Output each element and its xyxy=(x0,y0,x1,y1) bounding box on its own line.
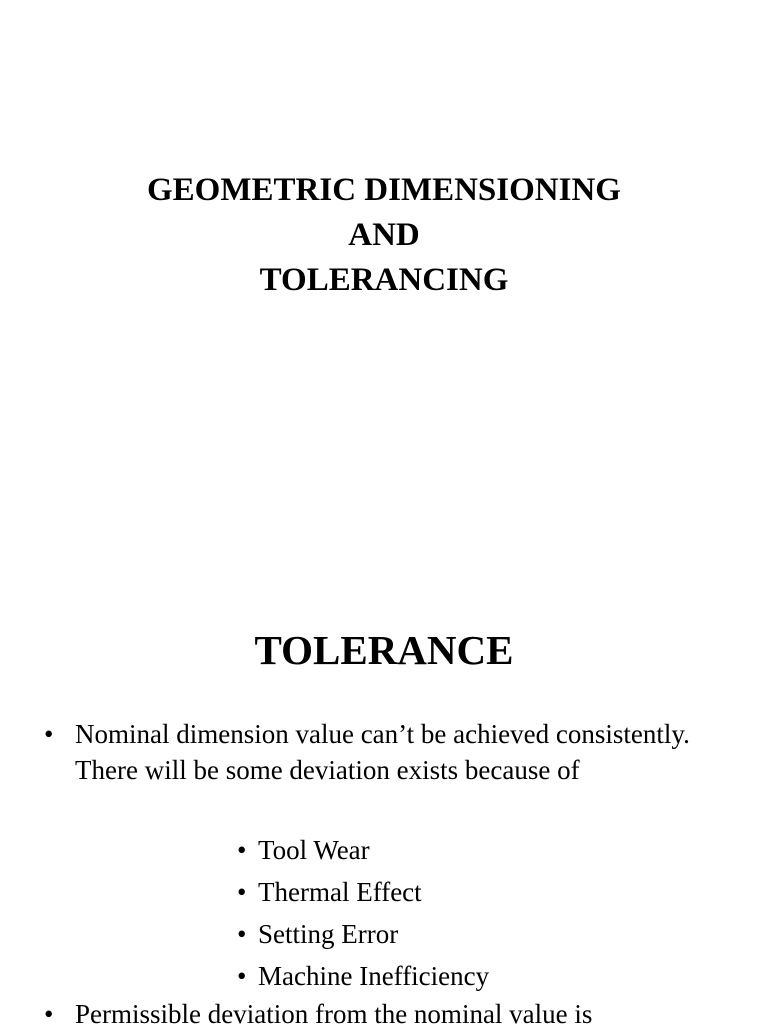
section-heading: TOLERANCE xyxy=(254,627,514,673)
sub-bullet-item xyxy=(237,871,489,913)
sub-bullet-item xyxy=(237,913,489,955)
bullet-text: Nominal dimension value can’t be achieved consistently. There will be some deviation exists because of xyxy=(75,719,690,785)
bullet-item xyxy=(44,716,704,788)
bullet-marker: • xyxy=(237,961,247,991)
bullet-marker: • xyxy=(44,719,54,749)
bullet-item xyxy=(44,996,704,1032)
bullet-marker: • xyxy=(237,877,247,907)
title-line-3: TOLERANCING xyxy=(259,262,509,298)
slide-title xyxy=(0,168,768,303)
sub-bullet-item xyxy=(237,829,489,871)
sub-bullet-text: Setting Error xyxy=(258,919,399,949)
sub-bullet-text: Thermal Effect xyxy=(258,877,422,907)
sub-bullet-item xyxy=(237,955,489,997)
title-line-2: AND xyxy=(348,217,420,253)
bullet-marker: • xyxy=(237,835,247,865)
title-line-1: GEOMETRIC DIMENSIONING xyxy=(147,172,621,208)
sub-bullet-text: Machine Inefficiency xyxy=(258,961,490,991)
bullet-text: Permissible deviation from the nominal value is xyxy=(75,999,593,1029)
bullet-marker: • xyxy=(44,999,54,1029)
sub-bullet-list xyxy=(237,829,489,997)
sub-bullet-text: Tool Wear xyxy=(258,835,370,865)
bullet-marker: • xyxy=(237,919,247,949)
